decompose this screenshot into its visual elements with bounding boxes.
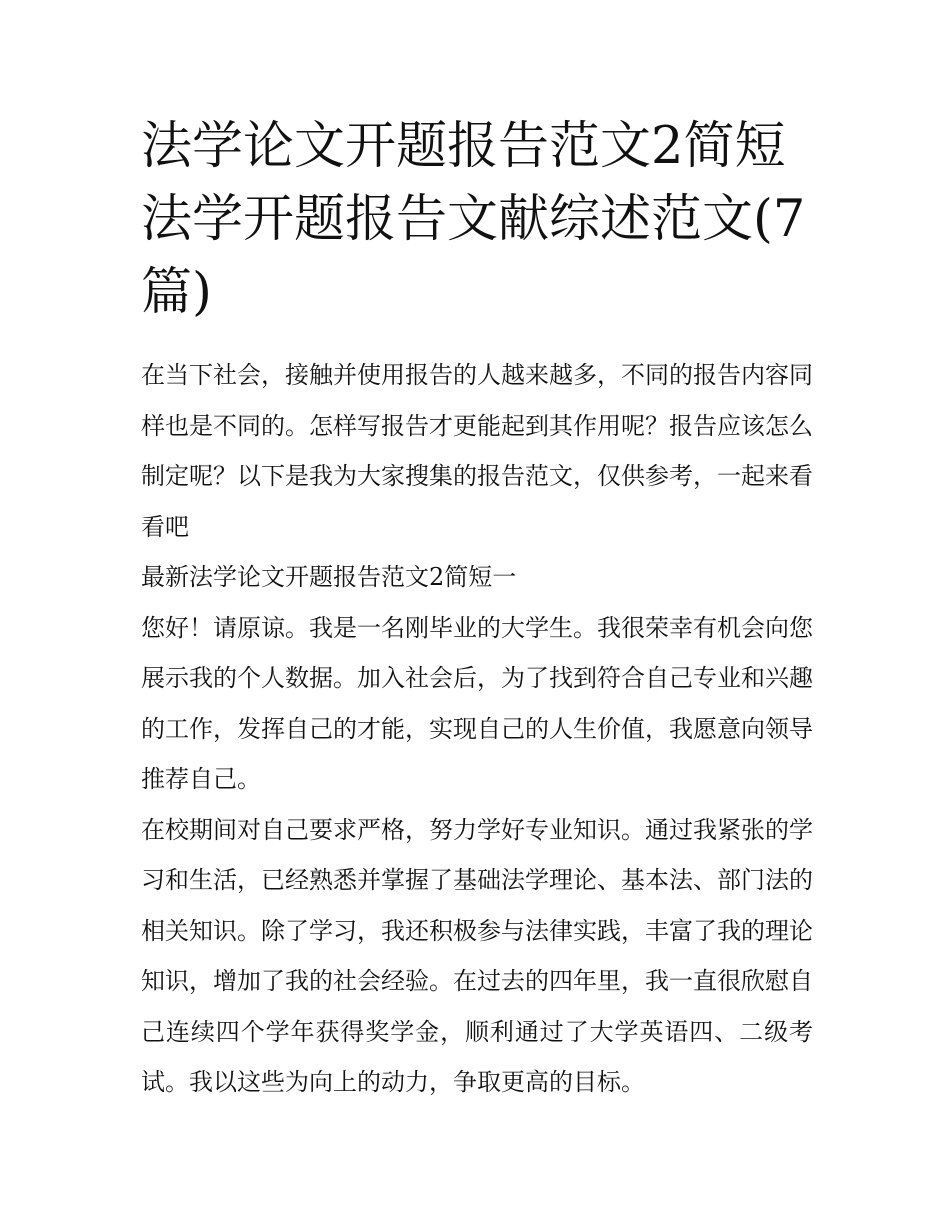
document-title: 法学论文开题报告范文2简短法学开题报告文献综述范文(7篇) xyxy=(141,117,806,322)
document-page xyxy=(141,110,813,1108)
intro-paragraph: 在当下社会，接触并使用报告的人越来越多，不同的报告内容同样也是不同的。怎样写报告才更能起到其作用呢？报告应该怎么制定呢？以下是我为大家搜集的报告范文，仅供参考，一起来看看吧 xyxy=(141,361,813,541)
section-heading: 最新法学论文开题报告范文2简短一 xyxy=(141,563,517,591)
body-paragraph-1: 您好！请原谅。我是一名刚毕业的大学生。我很荣幸有机会向您展示我的个人数据。加入社会后，为了找到符合自己专业和兴趣的工作，发挥自己的才能，实现自己的人生价值，我愿意向领导推荐自己。 xyxy=(141,613,813,793)
body-paragraph-2: 在校期间对自己要求严格，努力学好专业知识。通过我紧张的学习和生活，已经熟悉并掌握了基础法学理论、基本法、部门法的相关知识。除了学习，我还积极参与法律实践，丰富了我的理论知识，增加了我的社会经验。在过去的四年里，我一直很欣慰自己连续四个学年获得奖学金，顺利通过了大学英语四、二级考试。我以这些为向上的动力，争取更高的目标。 xyxy=(141,815,813,1096)
